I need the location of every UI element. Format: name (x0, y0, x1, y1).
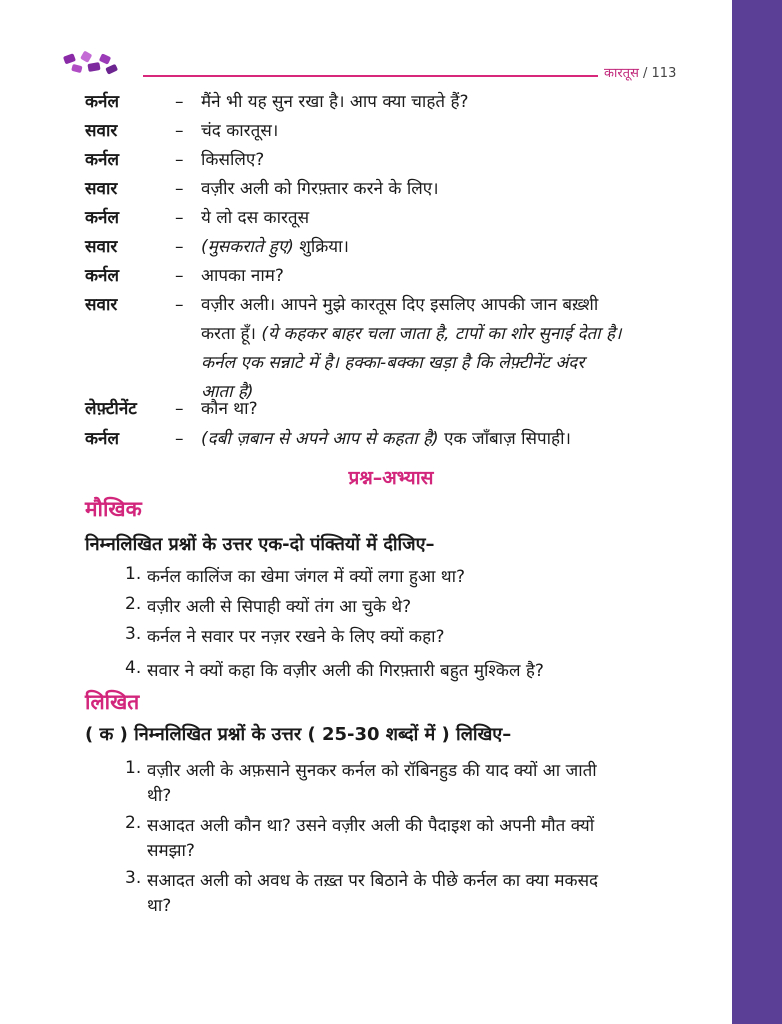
dialogue-line: चंद कारतूस। (201, 121, 279, 141)
speaker: सवार (85, 121, 118, 141)
written-heading: लिखित (85, 690, 140, 714)
dash: – (175, 399, 184, 419)
stage-direction: आता है) (201, 382, 254, 402)
oral-heading: मौखिक (85, 497, 142, 521)
speaker: कर्नल (85, 150, 120, 170)
dialogue-line: (दबी ज़बान से अपने आप से कहता है) एक जाँबाज़ सिपाही। (201, 429, 571, 449)
dash: – (175, 266, 184, 286)
dialogue-line: आपका नाम? (201, 266, 284, 286)
exercise-heading: प्रश्न–अभ्यास (348, 467, 434, 489)
dialogue-line: वज़ीर अली को गिरफ़्तार करने के लिए। (201, 179, 439, 199)
dash: – (175, 295, 184, 315)
written-instruction: ( क ) निम्नलिखित प्रश्नों के उत्तर ( 25-30 शब्दों में ) लिखिए– (85, 724, 512, 745)
dialogue-line: मैंने भी यह सुन रखा है। आप क्या चाहते हैं? (201, 92, 469, 112)
dash: – (175, 121, 184, 141)
speaker: कर्नल (85, 429, 120, 449)
dialogue-line: (मुसकराते हुए) शुक्रिया। (201, 237, 349, 257)
speaker: सवार (85, 237, 118, 257)
stage-direction: कर्नल एक सन्नाटे में है। हक्का-बक्का खड़ा है कि लेफ़्टीनेंट अंदर (201, 353, 585, 373)
dash: – (175, 208, 184, 228)
speaker: कर्नल (85, 208, 120, 228)
dash: – (175, 429, 184, 449)
running-head (604, 63, 676, 81)
dialogue-line: करता हूँ। (ये कहकर बाहर चला जाता है, टापों का शोर सुनाई देता है। (201, 324, 622, 344)
speaker: कर्नल (85, 92, 120, 112)
stage-direction: (दबी ज़बान से अपने आप से कहता है) (201, 429, 439, 449)
purple-gems-icon (62, 47, 122, 81)
page-number: / 113 (643, 66, 677, 81)
dialogue-line: वज़ीर अली। आपने मुझे कारतूस दिए इसलिए आपकी जान बख़्शी (201, 295, 599, 315)
page-sidebar (732, 0, 782, 1024)
speaker: कर्नल (85, 266, 120, 286)
dialogue-line: किसलिए? (201, 150, 265, 170)
speaker: सवार (85, 179, 118, 199)
oral-instruction: निम्नलिखित प्रश्नों के उत्तर एक-दो पंक्तियों में दीजिए– (85, 534, 435, 555)
speaker: सवार (85, 295, 118, 315)
dialogue-line: ये लो दस कारतूस (201, 208, 310, 228)
dash: – (175, 179, 184, 199)
speaker: लेफ़्टीनेंट (85, 399, 137, 419)
stage-direction: (ये कहकर बाहर चला जाता है, टापों का शोर सुनाई देता है। (255, 324, 622, 344)
dash: – (175, 237, 184, 257)
header-rule (143, 75, 598, 77)
dash: – (175, 92, 184, 112)
dialogue-line: कौन था? (201, 399, 258, 419)
chapter-title: कारतूस (604, 66, 639, 81)
dash: – (175, 150, 184, 170)
stage-direction: (मुसकराते हुए) (201, 237, 294, 257)
